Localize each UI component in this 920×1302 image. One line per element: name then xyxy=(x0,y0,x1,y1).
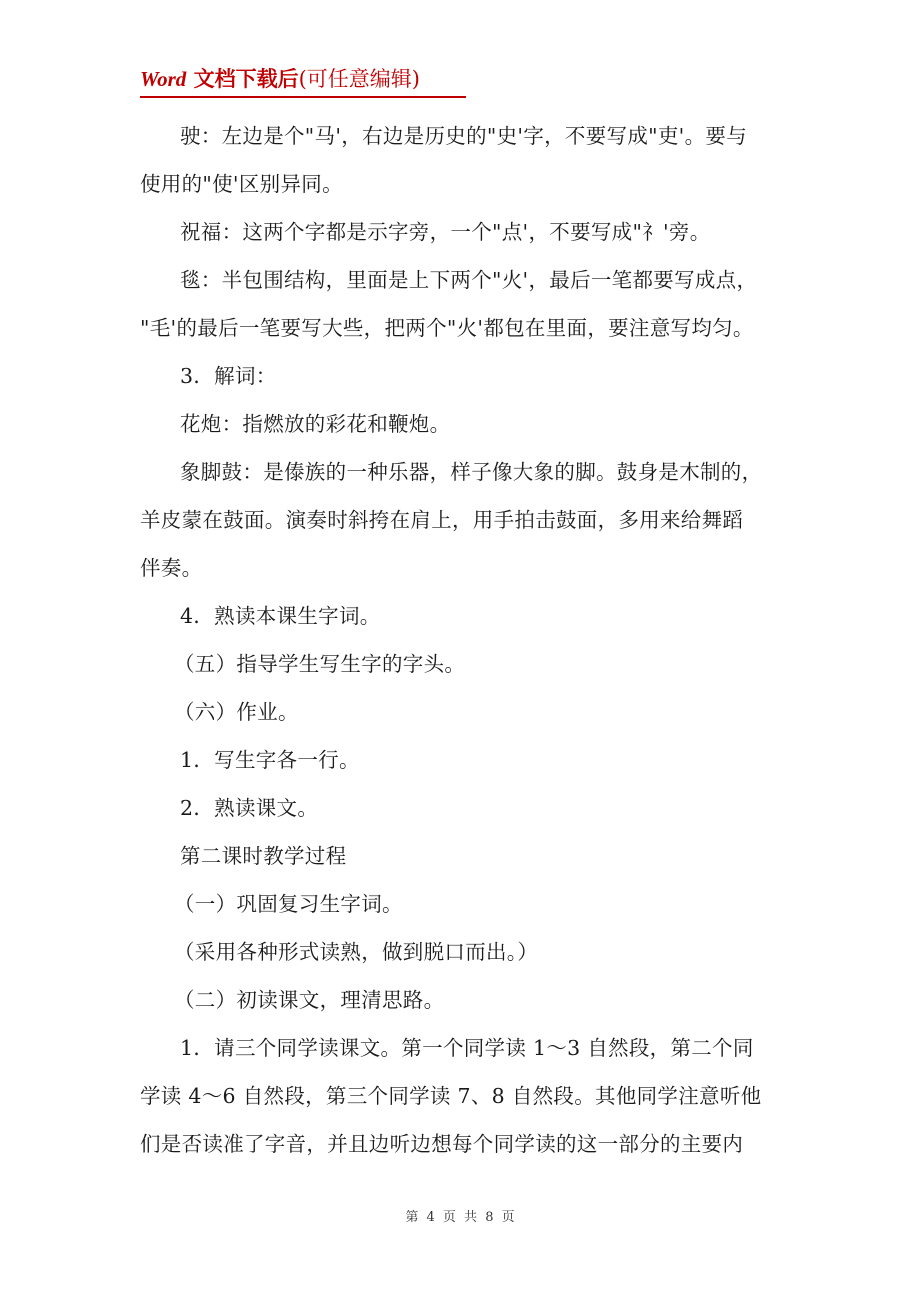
page-number: 第 4 页 共 8 页 xyxy=(405,1210,515,1225)
paragraph-line: 花炮：指燃放的彩花和鞭炮。 xyxy=(180,412,451,436)
paragraph-line: 羊皮蒙在鼓面。演奏时斜挎在肩上，用手拍击鼓面，多用来给舞蹈 xyxy=(140,508,744,532)
paragraph-line: 驶：左边是个"马'，右边是历史的"史'字，不要写成"吏'。要与 xyxy=(180,124,747,148)
document-body xyxy=(140,112,780,1168)
header-word: Word xyxy=(140,67,187,91)
paragraph-line: （六）作业。 xyxy=(174,700,299,724)
paragraph-line: 4．熟读本课生字词。 xyxy=(180,604,381,628)
paragraph-line: 使用的"使'区别异同。 xyxy=(140,172,343,196)
paragraph-line: 学读 4～6 自然段，第三个同学读 7、8 自然段。其他同学注意听他 xyxy=(140,1084,762,1108)
paragraph-line: 们是否读准了字音，并且边听边想每个同学读的这一部分的主要内 xyxy=(140,1132,744,1156)
paragraph-line: （二）初读课文，理清思路。 xyxy=(174,988,445,1012)
paragraph-line: （采用各种形式读熟，做到脱口而出。） xyxy=(174,940,539,964)
paragraph-line: 3．解词： xyxy=(180,364,277,388)
document-header xyxy=(140,64,420,94)
paragraph-line: 1．写生字各一行。 xyxy=(180,748,360,772)
paragraph-line: （一）巩固复习生字词。 xyxy=(174,892,403,916)
header-underline xyxy=(140,96,466,98)
paragraph-line: "毛'的最后一笔要写大些，把两个"火'都包在里面，要注意写均匀。 xyxy=(140,316,754,340)
paragraph-line: 毯：半包围结构，里面是上下两个"火'，最后一笔都要写成点， xyxy=(180,268,758,292)
paragraph-line: 1．请三个同学读课文。第一个同学读 1～3 自然段，第二个同 xyxy=(180,1036,754,1060)
header-text: 文档下载后 xyxy=(186,66,299,91)
paragraph-line: 象脚鼓：是傣族的一种乐器，样子像大象的脚。鼓身是木制的， xyxy=(180,460,763,484)
paragraph-line: 伴奏。 xyxy=(140,556,203,580)
paragraph-line: （五）指导学生写生字的字头。 xyxy=(174,652,466,676)
paragraph-line: 祝福：这两个字都是示字旁，一个"点'，不要写成"礻'旁。 xyxy=(180,220,711,244)
paragraph-line: 2．熟读课文。 xyxy=(180,796,319,820)
header-paren: (可任意编辑) xyxy=(298,67,420,91)
paragraph-line: 第二课时教学过程 xyxy=(180,844,347,868)
